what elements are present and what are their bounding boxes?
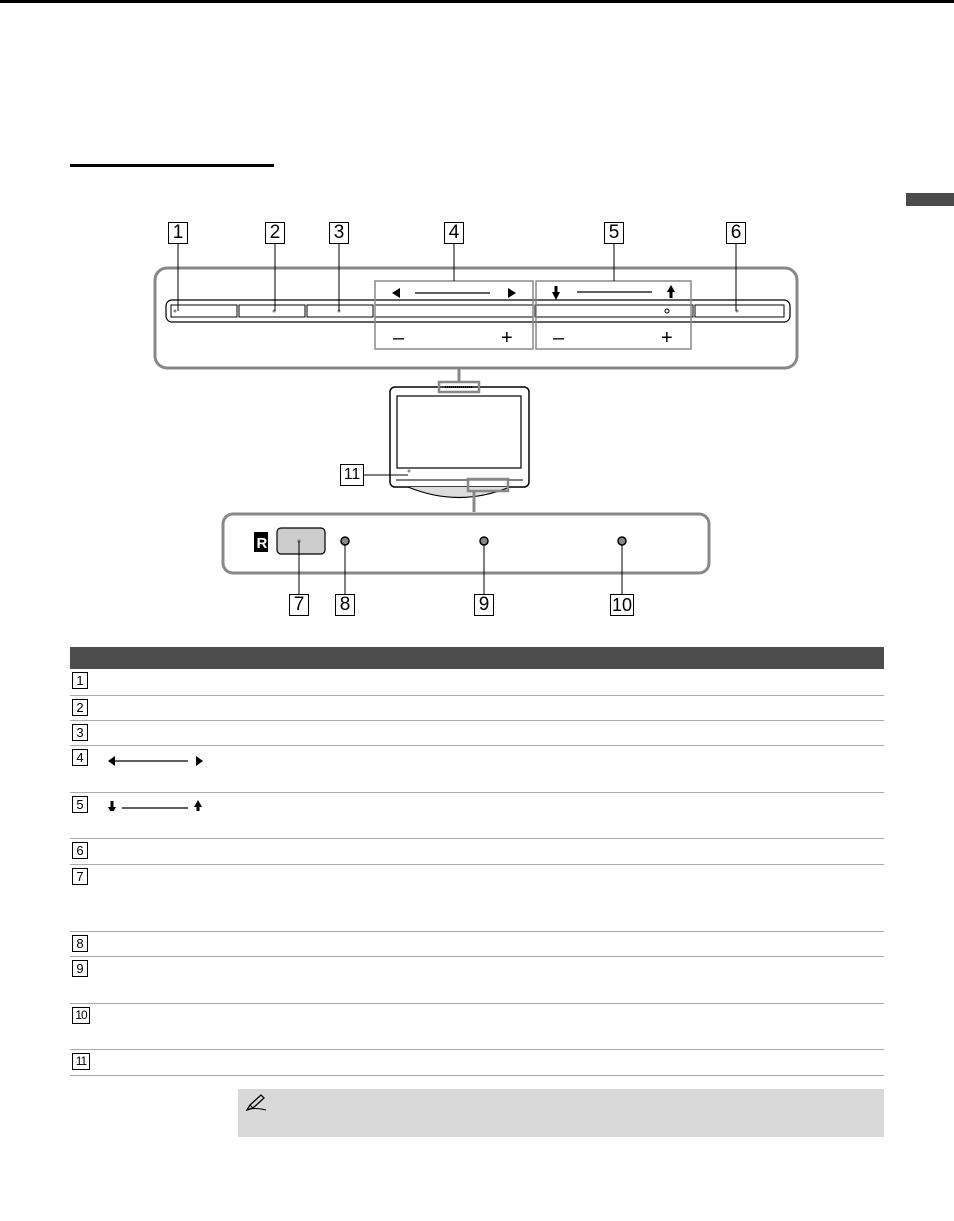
callout-8: 8 (335, 594, 355, 616)
row-number: 5 (72, 796, 88, 813)
row-number: 11 (72, 1053, 90, 1070)
table-row (70, 793, 884, 839)
row-number: 2 (72, 699, 88, 716)
button-6-key (695, 305, 784, 317)
table-row (70, 1050, 884, 1076)
down-up-arrows-icon (106, 799, 206, 811)
down-arrow-icon (552, 292, 560, 300)
top-panel-outline (155, 268, 797, 368)
table-row (70, 865, 884, 932)
up-arrow-icon (667, 285, 675, 292)
row-number: 7 (72, 868, 88, 885)
svg-text:R: R (256, 535, 268, 552)
minus-label-5: – (553, 327, 565, 349)
table-row (70, 932, 884, 957)
callout-9: 9 (474, 594, 494, 616)
callout-2: 2 (265, 222, 285, 244)
button-2-key (239, 305, 305, 317)
remote-sensor-window (277, 528, 325, 554)
indicator-10 (618, 537, 626, 545)
tv-screen (397, 396, 521, 468)
table-row (70, 669, 884, 696)
left-right-arrows-icon (106, 755, 206, 767)
table-row (70, 746, 884, 793)
row-number: 8 (72, 935, 88, 952)
pencil-note-icon (244, 1093, 268, 1113)
callout-4: 4 (444, 222, 464, 244)
right-arrow-icon (508, 288, 516, 298)
plus-label-4: + (501, 327, 513, 349)
row-number: 6 (72, 842, 88, 859)
table-row (70, 696, 884, 721)
note-box (238, 1089, 884, 1137)
table-row (70, 957, 884, 1004)
button-4-key (375, 305, 533, 317)
callout-3: 3 (329, 222, 349, 244)
callout-7: 7 (289, 594, 309, 616)
row-number: 1 (72, 672, 88, 689)
plus-label-5: + (661, 327, 673, 349)
indicator-8 (341, 537, 349, 545)
callout-11: 11 (340, 464, 364, 486)
callout-1: 1 (168, 222, 188, 244)
minus-label-4: – (393, 327, 405, 349)
table-header (70, 647, 884, 669)
indicator-9 (480, 537, 488, 545)
row-number: 4 (72, 749, 88, 766)
callout-6: 6 (726, 222, 746, 244)
row-number: 9 (72, 960, 88, 977)
table-row (70, 721, 884, 746)
callout-10: 10 (611, 595, 633, 615)
button-1-key (171, 305, 237, 317)
callout-5: 5 (604, 222, 624, 244)
left-arrow-icon (392, 288, 400, 298)
table-row (70, 839, 884, 865)
row-number: 10 (72, 1007, 90, 1024)
row-number: 3 (72, 724, 88, 741)
table-row (70, 1004, 884, 1050)
